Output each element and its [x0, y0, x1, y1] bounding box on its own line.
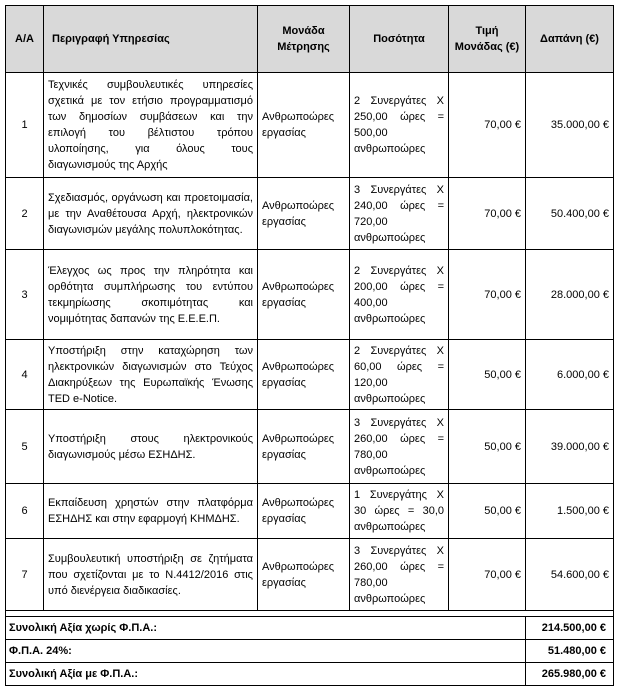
row-unit-price: 70,00 € [449, 73, 526, 178]
total-without-vat-label: Συνολική Αξία χωρίς Φ.Π.Α.: [6, 617, 526, 640]
table-row [6, 484, 614, 539]
table-row [6, 340, 614, 410]
header-quantity: Ποσότητα [350, 6, 449, 73]
row-cost: 39.000,00 € [526, 410, 614, 484]
table-row [6, 539, 614, 611]
row-quantity: 1 Συνεργάτης Χ 30 ώρες = 30,0 ανθρωποώρες [350, 484, 449, 539]
row-unit: Ανθρωποώρες εργασίας [258, 178, 350, 250]
vat-label: Φ.Π.Α. 24%: [6, 640, 526, 663]
row-unit: Ανθρωποώρες εργασίας [258, 539, 350, 611]
table-row [6, 73, 614, 178]
row-aa: 7 [6, 539, 44, 611]
row-description: Υποστήριξη στην καταχώρηση των ηλεκτρονικών διαγωνισμών στο Τεύχος Διακηρύξεων της Ευρωπαϊκής Ένωσης TED e-Notice. [44, 340, 258, 410]
cost-table [5, 5, 614, 686]
row-aa: 3 [6, 250, 44, 340]
row-description: Έλεγχος ως προς την πληρότητα και ορθότητα συμπλήρωσης του εντύπου τεκμηρίωσης σκοπιμότητας και νομιμότητας δαπανών της Ε.Ε.Ε.Π. [44, 250, 258, 340]
row-quantity: 3 Συνεργάτες Χ 260,00 ώρες = 780,00 ανθρωποώρες [350, 410, 449, 484]
vat-value: 51.480,00 € [526, 640, 614, 663]
table-row [6, 410, 614, 484]
row-unit-price: 70,00 € [449, 250, 526, 340]
total-with-vat-label: Συνολική Αξία με Φ.Π.Α.: [6, 663, 526, 686]
row-quantity: 2 Συνεργάτες Χ 250,00 ώρες = 500,00 ανθρωποώρες [350, 73, 449, 178]
header-unit-price: Τιμή Μονάδας (€) [449, 6, 526, 73]
row-cost: 35.000,00 € [526, 73, 614, 178]
row-quantity: 2 Συνεργάτες Χ 200,00 ώρες = 400,00 ανθρωποώρες [350, 250, 449, 340]
row-unit-price: 50,00 € [449, 340, 526, 410]
row-quantity: 3 Συνεργάτες Χ 260,00 ώρες = 780,00 ανθρωποώρες [350, 539, 449, 611]
table-row [6, 250, 614, 340]
row-unit-price: 70,00 € [449, 539, 526, 611]
row-aa: 6 [6, 484, 44, 539]
total-with-vat-row [6, 663, 614, 686]
row-unit-price: 50,00 € [449, 484, 526, 539]
header-aa: Α/Α [6, 6, 44, 73]
row-unit-price: 70,00 € [449, 178, 526, 250]
row-description: Σχεδιασμός, οργάνωση και προετοιμασία, με την Αναθέτουσα Αρχή, ηλεκτρονικών διαγωνισμών μεγάλης πολυπλοκότητας. [44, 178, 258, 250]
row-cost: 50.400,00 € [526, 178, 614, 250]
table-header-row [6, 6, 614, 73]
row-quantity: 2 Συνεργάτες Χ 60,00 ώρες = 120,00 ανθρωποώρες [350, 340, 449, 410]
row-description: Υποστήριξη στους ηλεκτρονικούς διαγωνισμούς μέσω ΕΣΗΔΗΣ. [44, 410, 258, 484]
header-cost: Δαπάνη (€) [526, 6, 614, 73]
row-cost: 1.500,00 € [526, 484, 614, 539]
row-cost: 54.600,00 € [526, 539, 614, 611]
row-cost: 28.000,00 € [526, 250, 614, 340]
vat-row [6, 640, 614, 663]
table-row [6, 178, 614, 250]
row-quantity: 3 Συνεργάτες Χ 240,00 ώρες = 720,00 ανθρωποώρες [350, 178, 449, 250]
row-aa: 1 [6, 73, 44, 178]
total-with-vat-value: 265.980,00 € [526, 663, 614, 686]
row-cost: 6.000,00 € [526, 340, 614, 410]
header-unit: Μονάδα Μέτρησης [258, 6, 350, 73]
total-without-vat-row [6, 617, 614, 640]
row-unit: Ανθρωποώρες εργασίας [258, 484, 350, 539]
row-unit: Ανθρωποώρες εργασίας [258, 340, 350, 410]
row-description: Τεχνικές συμβουλευτικές υπηρεσίες σχετικά με τον ετήσιο προγραμματισμό των δημοσίων συμβάσεων και την επιλογή του βέλτιστου τρόπου υλοποίησης, για όλους τους διαγωνισμούς της Αρχής [44, 73, 258, 178]
row-aa: 4 [6, 340, 44, 410]
row-description: Εκπαίδευση χρηστών στην πλατφόρμα ΕΣΗΔΗΣ και στην εφαρμογή ΚΗΜΔΗΣ. [44, 484, 258, 539]
row-unit: Ανθρωποώρες εργασίας [258, 73, 350, 178]
header-description: Περιγραφή Υπηρεσίας [44, 6, 258, 73]
row-unit: Ανθρωποώρες εργασίας [258, 410, 350, 484]
row-unit: Ανθρωποώρες εργασίας [258, 250, 350, 340]
row-description: Συμβουλευτική υποστήριξη σε ζητήματα που σχετίζονται με το Ν.4412/2016 στις υπό διενέργεια διαδικασίες. [44, 539, 258, 611]
row-unit-price: 50,00 € [449, 410, 526, 484]
row-aa: 2 [6, 178, 44, 250]
total-without-vat-value: 214.500,00 € [526, 617, 614, 640]
row-aa: 5 [6, 410, 44, 484]
